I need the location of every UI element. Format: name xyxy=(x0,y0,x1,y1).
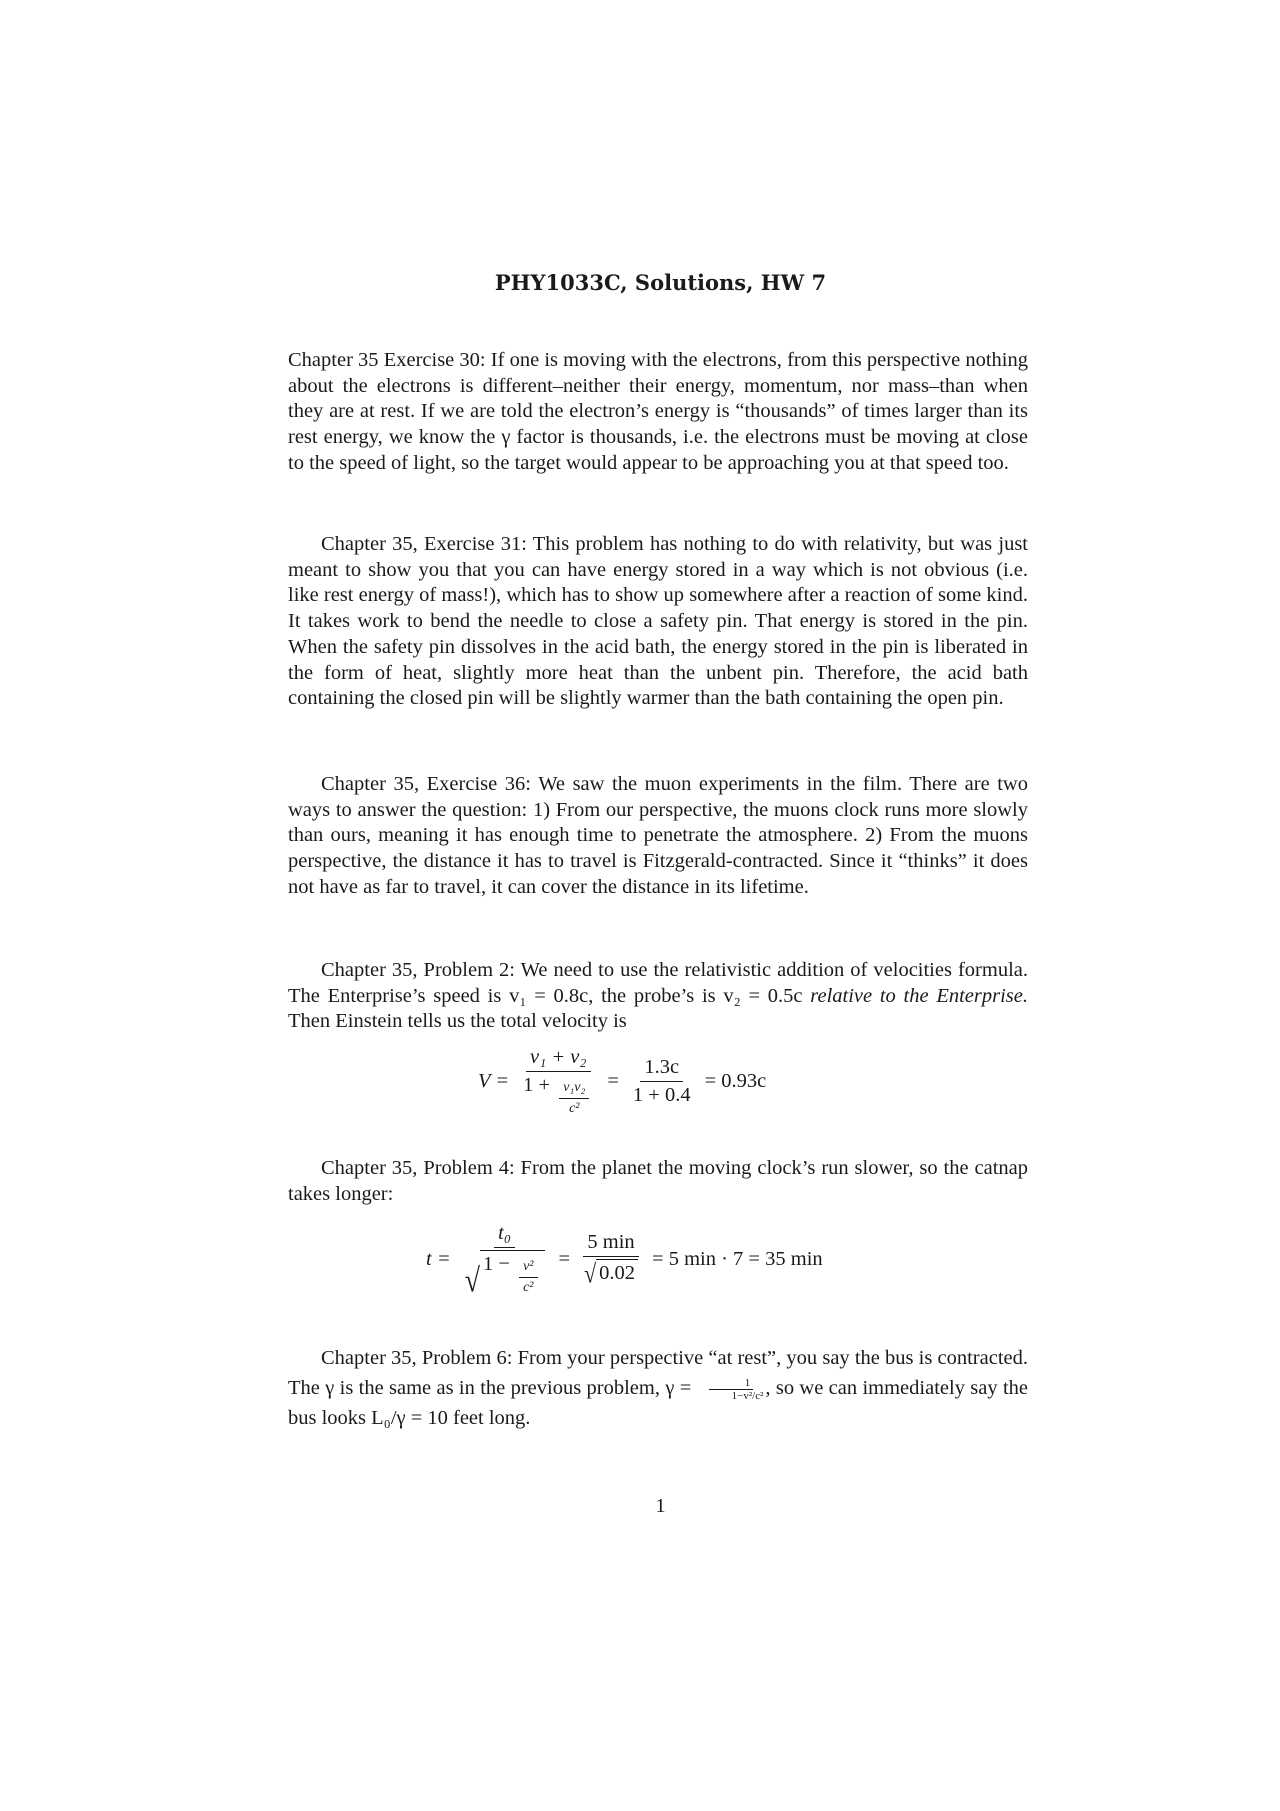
gamma-inline-den: 1−v²/c² xyxy=(731,1389,764,1402)
problem-6-text-b: , so we can immediately say the bus looks L₀/γ = 10 feet long. xyxy=(288,1377,1029,1429)
problem-2-text-a: Chapter 35, Problem 2: We need to use the relativistic addition of velocities formula. The Enterprise’s speed is v₁ = 0.8c, the probe’s is v₂ = 0.5c xyxy=(288,959,1028,1007)
gamma-inline-num: 1 xyxy=(709,1377,754,1390)
eq2-denominator-1 xyxy=(461,1248,549,1300)
paragraph-problem-2 xyxy=(288,958,1028,1035)
eq2-fraction-1 xyxy=(461,1222,549,1300)
sqrt-icon: √ xyxy=(584,1258,597,1289)
eq2-inner-num: v² xyxy=(519,1259,537,1278)
problem-2-text-c: Then Einstein tells us the total velocity is xyxy=(288,1010,627,1033)
eq2-sqrt-2-content: 0.02 xyxy=(596,1259,638,1285)
problem-6-text-a: Chapter 35, Problem 6: From your perspective “at rest”, you say the bus is contracted. The γ is the same as in the previous problem, γ = xyxy=(288,1347,1028,1399)
paragraph-exercise-31: Chapter 35, Exercise 31: This problem has nothing to do with relativity, but was just meant to show you that you can have energy stored in a way which is not obvious (i.e. like rest energy of mass!), which has to show up somewhere after a reaction of some kind. It takes work to bend the needle to close a safety pin. That energy is stored in the pin. When the safety pin dissolves in the acid bath, the energy stored in the pin is liberated in the form of heat, slightly more heat than the unbent pin. Therefore, the acid bath containing the closed pin will be slightly warmer than the bath containing the open pin. xyxy=(288,533,1028,710)
eq1-lhs: V = xyxy=(478,1070,510,1092)
paragraph-problem-4: Chapter 35, Problem 4: From the planet the moving clock’s run slower, so the catnap takes longer: xyxy=(288,1157,1028,1205)
equation-velocity-addition xyxy=(478,1046,766,1117)
eq2-numerator-1: t₀ xyxy=(494,1222,515,1248)
eq2-numerator-2: 5 min xyxy=(583,1231,638,1257)
eq2-sqrt xyxy=(464,1250,545,1300)
paragraph-exercise-36 xyxy=(288,772,1028,901)
eq2-sqrt-2 xyxy=(584,1258,638,1289)
eq2-fraction-2 xyxy=(580,1231,642,1287)
eq1-inner-fraction xyxy=(559,1080,589,1117)
eq2-inner-fraction xyxy=(519,1259,537,1296)
eq1-equals: = xyxy=(607,1070,619,1092)
eq1-result: = 0.93c xyxy=(704,1070,767,1092)
equation-time-dilation xyxy=(426,1222,823,1300)
page-number: 1 xyxy=(655,1495,666,1517)
eq2-result: = 5 min · 7 = 35 min xyxy=(652,1247,823,1270)
eq1-denominator-1 xyxy=(519,1072,597,1117)
exercise-36-text: Chapter 35, Exercise 36: We saw the muon experiments in the film. There are two ways to answer the question: 1) From our perspective, the muons clock runs more slowly than ours, meaning it has enough time to penetrate the atmosphere. 2) From the muons perspective, the distance it has to travel is Fitzgerald-contracted. Since it “thinks” it does not have as far to travel, it can cover the distance in its lifetime. xyxy=(288,773,1028,898)
gamma-inline-fraction xyxy=(699,1377,764,1402)
paragraph-problem-6 xyxy=(288,1343,1028,1433)
eq2-den1-a: 1 − xyxy=(483,1253,510,1275)
eq2-equals: = xyxy=(558,1247,571,1270)
eq1-fraction-2 xyxy=(629,1056,695,1107)
eq1-inner-num: v₁v₂ xyxy=(559,1080,589,1099)
problem-2-text-italic: relative to the Enterprise. xyxy=(810,984,1028,1007)
eq1-den1-a: 1 + xyxy=(523,1074,551,1096)
eq2-lhs: t = xyxy=(426,1247,451,1270)
eq1-inner-den: c² xyxy=(569,1101,580,1116)
eq2-inner-den: c² xyxy=(523,1280,534,1295)
eq1-numerator-2: 1.3c xyxy=(640,1056,683,1082)
sqrt-icon: √ xyxy=(464,1262,481,1300)
eq1-numerator-1: v₁ + v₂ xyxy=(526,1046,591,1072)
eq1-denominator-2: 1 + 0.4 xyxy=(632,1084,691,1106)
eq1-fraction-1 xyxy=(519,1046,597,1117)
eq2-sqrt-content xyxy=(480,1250,544,1296)
eq2-denominator-2 xyxy=(580,1257,642,1287)
paragraph-exercise-30: Chapter 35 Exercise 30: If one is moving with the electrons, from this perspective nothing about the electrons is different–neither their energy, momentum, nor mass–than when they are at rest. If we are told the electron’s energy is “thousands” of times larger than its rest energy, we know the γ factor is thousands, i.e. the electrons must be moving at close to the speed of light, so the target would appear to be approaching you at that speed too. xyxy=(288,349,1028,474)
document-title: PHY1033C, Solutions, HW 7 xyxy=(494,270,827,295)
